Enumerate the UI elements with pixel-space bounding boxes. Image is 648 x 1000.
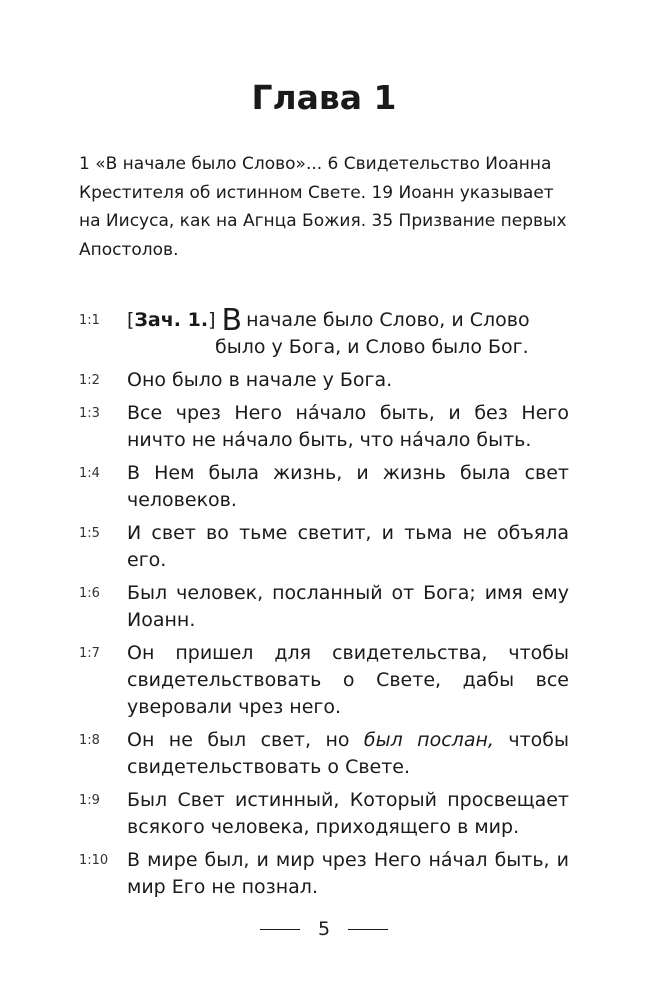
verse-number: 1:1 [79, 313, 100, 328]
verse-text [127, 303, 569, 361]
verse-1-7 [0, 640, 648, 721]
page-footer [0, 918, 648, 940]
verse-number: 1:6 [79, 586, 100, 601]
verse-text: Был человек, посланный от Бога; имя ему Иоанн. [127, 582, 569, 631]
zachalo-marker: [Зач. 1.] [127, 309, 216, 331]
footer-rule-left [260, 929, 300, 930]
verse-number: 1:5 [79, 526, 100, 541]
verse-1-1 [0, 303, 648, 361]
verse-text: Оно было в начале у Бога. [127, 369, 393, 391]
chapter-title: Глава 1 [251, 78, 397, 117]
verse-number: 1:4 [79, 466, 100, 481]
verse-text: И свет во тьме светит, и тьма не объяла его. [127, 522, 569, 571]
verse-1-9 [0, 787, 648, 841]
verse-1-8 [0, 727, 648, 781]
verse-line-2: было у Бога, и Слово было Бог. [215, 336, 529, 358]
chapter-summary: 1 «В начале было Слово»... 6 Свидетельство Иоанна Крестителя об истинном Свете. 19 Иоанн указывает на Иисуса, как на Агнца Божия. 35 Призвание первых Апостолов. [79, 154, 567, 260]
verse-list [0, 303, 648, 907]
drop-cap: В [221, 303, 243, 338]
verse-text-after: чтобы свидетельствовать о Свете. [127, 729, 569, 778]
verse-text: Он пришел для свидетельства, чтобы свидетельствовать о Свете, дабы все уверовали чрез него. [127, 642, 569, 718]
zachalo-label: Зач. 1. [134, 309, 209, 331]
verse-text: В мире был, и мир чрез Него на́чал быть, и мир Его не познал. [127, 849, 569, 898]
verse-1-4 [0, 460, 648, 514]
verse-number: 1:2 [79, 373, 100, 388]
verse-text: В Нем была жизнь, и жизнь была свет человеков. [127, 462, 569, 511]
verse-number: 1:8 [79, 733, 100, 748]
page-number: 5 [317, 918, 331, 940]
verse-text: Был Свет истинный, Который просвещает всякого человека, приходящего в мир. [127, 789, 569, 838]
verse-line-1: начале было Слово, и Слово [246, 309, 530, 331]
verse-number: 1:10 [79, 853, 109, 868]
verse-text [127, 727, 569, 781]
verse-1-5 [0, 520, 648, 574]
footer-rule-right [348, 929, 388, 930]
verse-1-10 [0, 847, 648, 901]
verse-text-italic: был послан, [363, 729, 494, 751]
verse-1-3 [0, 400, 648, 454]
verse-1-6 [0, 580, 648, 634]
verse-number: 1:3 [79, 406, 100, 421]
verse-text: Все чрез Него на́чало быть, и без Него ничто не на́чало быть, что на́чало быть. [127, 402, 569, 451]
verse-number: 1:7 [79, 646, 100, 661]
verse-number: 1:9 [79, 793, 100, 808]
verse-1-2 [0, 367, 648, 394]
verse-text-before: Он не был свет, но [127, 729, 364, 751]
